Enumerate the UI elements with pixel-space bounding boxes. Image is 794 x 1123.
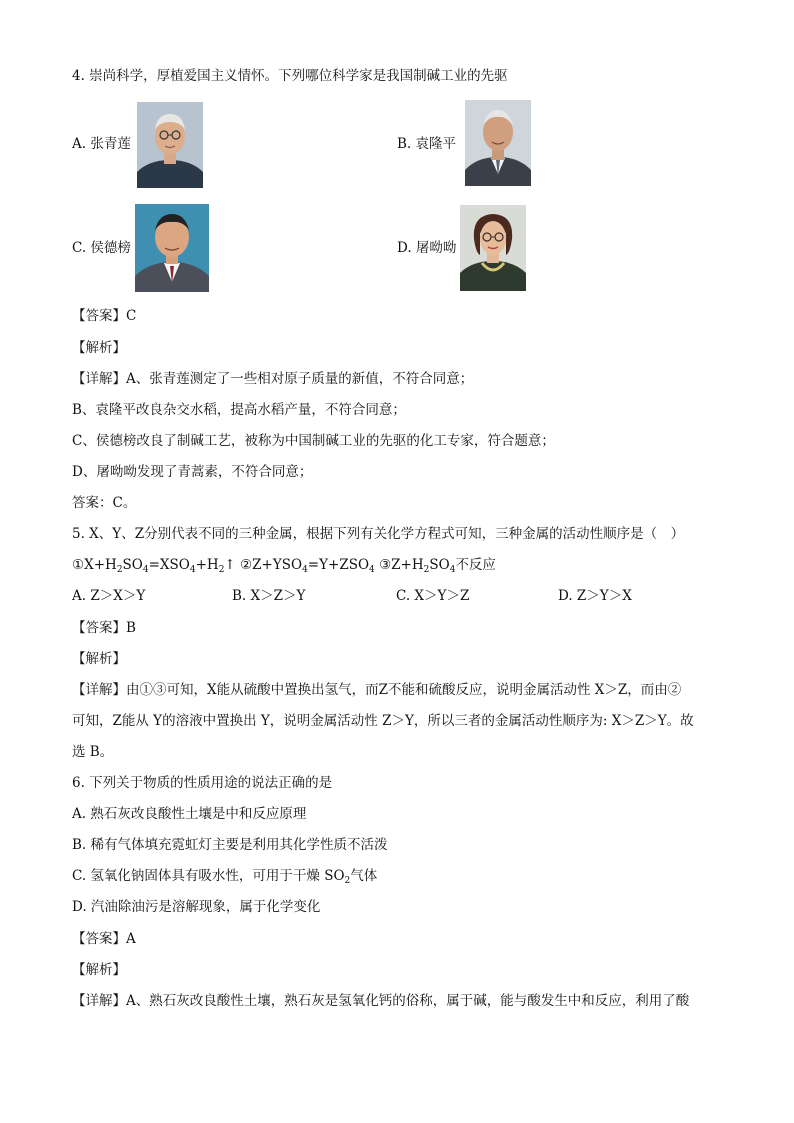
q5-detail-line-3: 选 B。: [72, 744, 114, 760]
q6-answer: 【答案】A: [72, 931, 136, 947]
q6-analysis-title: 【解析】: [72, 962, 126, 978]
eq3: $③Z+H_2SO_4$不反应: [379, 557, 496, 575]
q4-detail-line-3: C、侯德榜改良了制碱工艺，被称为中国制碱工业的先驱的化工专家，符合题意；: [72, 433, 555, 449]
q4-option-d: D. 屠呦呦: [397, 240, 457, 256]
q6-detail-line-1: 【详解】A、熟石灰改良酸性土壤，熟石灰是氢氧化钙的俗称，属于碱，能与酸发生中和反应，利用了酸: [72, 993, 690, 1009]
q5-option-c: C. X＞Y＞Z: [396, 588, 470, 604]
q4-analysis-title: 【解析】: [72, 340, 126, 356]
q5-option-d: D. Z＞Y＞X: [558, 588, 632, 604]
q4-stem: 4. 崇尚科学，厚植爱国主义情怀。下列哪位科学家是我国制碱工业的先驱: [72, 68, 508, 84]
q5-detail-line-1: 【详解】由①③可知，X能从硫酸中置换出氢气，而Z不能和硫酸反应，说明金属活动性 X＞Z，而由②: [72, 682, 682, 698]
q4-answer: 【答案】C: [72, 308, 137, 324]
eq1: $①X+H_2SO_4=XSO_4+H_2↑$: [72, 557, 236, 575]
q5-option-a: A. Z＞X＞Y: [72, 588, 146, 604]
portrait-tu-youyou: [460, 205, 526, 291]
q5-stem: 5. X、Y、Z分别代表不同的三种金属，根据下列有关化学方程式可知，三种金属的活动性顺序是（ ）: [72, 526, 685, 542]
q4-detail-line-4: D、屠呦呦发现了青蒿素，不符合同意；: [72, 464, 313, 480]
q5-option-b: B. X＞Z＞Y: [232, 588, 306, 604]
portrait-hou-debang: [135, 204, 209, 292]
q5-equations: [72, 555, 496, 580]
q5-detail-line-2: 可知，Z能从 Y的溶液中置换出 Y，说明金属活动性 Z＞Y，所以三者的金属活动性顺序为: X＞Z＞Y。故: [72, 713, 694, 729]
q4-detail-line-1: 【详解】A、张青莲测定了一些相对原子质量的新值，不符合同意；: [72, 371, 474, 387]
q4-option-c: C. 侯德榜: [72, 240, 131, 256]
q6-stem: 6. 下列关于物质的性质用途的说法正确的是: [72, 775, 333, 791]
q6-option-c: C. 氢氧化钠固体具有吸水性，可用于干燥 $SO_2$气体: [72, 868, 378, 886]
q6-option-b: B. 稀有气体填充霓虹灯主要是利用其化学性质不活泼: [72, 837, 388, 853]
q6-option-a: A. 熟石灰改良酸性土壤是中和反应原理: [72, 806, 307, 822]
portrait-yuan-longping: [465, 100, 531, 186]
q4-option-a: A. 张青莲: [72, 136, 131, 152]
q4-detail-line-5: 答案：C。: [72, 495, 137, 511]
q4-detail-line-2: B、袁隆平改良杂交水稻，提高水稻产量，不符合同意；: [72, 402, 406, 418]
eq2: $②Z+YSO_4=Y+ZSO_4$: [240, 557, 375, 575]
q4-option-b: B. 袁隆平: [397, 136, 457, 152]
q5-answer: 【答案】B: [72, 620, 136, 636]
portrait-zhang-qinglian: [137, 102, 203, 188]
q6-option-d: D. 汽油除油污是溶解现象，属于化学变化: [72, 899, 321, 915]
q5-analysis-title: 【解析】: [72, 651, 126, 667]
